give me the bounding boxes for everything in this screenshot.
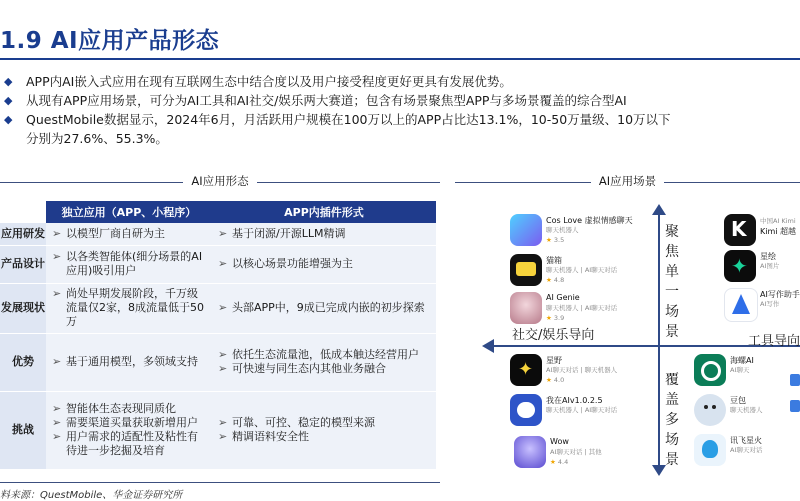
star-icon: ★ [550, 458, 556, 466]
arrow-icon: ➢ [52, 402, 62, 415]
col-header-plugin: APP内插件形式 [212, 201, 436, 223]
app-maoxiang-icon [510, 254, 542, 286]
app-doubao-icon [694, 394, 726, 426]
arrow-icon: ➢ [218, 226, 228, 240]
app-xunfei-xinghuo-icon [694, 434, 726, 466]
right-panel-heading: AI应用场景 [455, 173, 800, 189]
arrow-icon: ➢ [52, 250, 62, 263]
tag-badge-icon [790, 400, 800, 412]
comparison-table [0, 201, 436, 470]
diamond-icon: ◆ [4, 94, 13, 107]
arrow-left-icon [482, 339, 494, 353]
bullet-item: ◆ 从现有APP应用场景，可分为AI工具和AI社交/娱乐两大赛道；包含有场景聚焦型APP与多场景覆盖的综合型AI [4, 93, 627, 108]
diamond-icon: ◆ [4, 113, 13, 126]
arrow-icon: ➢ [52, 226, 62, 240]
arrow-icon: ➢ [52, 355, 62, 368]
left-panel-heading: AI应用形态 [0, 173, 440, 189]
bullet-list [0, 72, 800, 148]
axis-label-bottom: 覆盖多场景 [665, 372, 679, 468]
arrow-icon: ➢ [218, 301, 228, 314]
bullet-item: ◆ APP内AI嵌入式应用在现有互联网生态中结合度以及用户接受程度更好更具有发展优势。 [4, 74, 512, 89]
table-row: 优势 ➢ 基于通用模型，多领域支持 ➢ 依托生态流量池，低成本触达经营用户 ➢ 可快速与同生态内其他业务融合 [0, 333, 436, 391]
source-divider [0, 482, 440, 483]
axis-label-left: 社交/娱乐导向 [512, 328, 595, 343]
app-xingye-icon: ✦ [510, 354, 542, 386]
table-row: 应用研发 ➢ 以模型厂商自研为主 ➢ 基于闭源/开源LLM精调 [0, 223, 436, 245]
app-cos-love-icon [510, 214, 542, 246]
table-row: 挑战 ➢ 智能体生态表现同质化 ➢ 需要渠道买量获取新增用户 ➢ 用户需求的适配性及粘性有待进一步挖掘及培育 ➢ 可靠、可控、稳定的模型来源 ➢ 精调语料安全性 [0, 391, 436, 469]
diamond-icon: ◆ [4, 75, 13, 88]
arrow-icon: ➢ [218, 430, 228, 443]
row-label: 应用研发 [0, 223, 46, 245]
bullet-item: ◆ QuestMobile数据显示，2024年6月，月活跃用户规模在100万以上的APP占比达13.1%，10-50万量级、10万以下 [4, 112, 671, 127]
star-icon: ★ [546, 314, 552, 322]
page-title: 1.9 AI应用产品形态 [0, 28, 220, 54]
arrow-icon: ➢ [52, 430, 62, 443]
row-label: 发展现状 [0, 283, 46, 333]
row-label: 挑战 [0, 391, 46, 469]
col-header-standalone: 独立应用（APP、小程序） [46, 201, 212, 223]
arrow-up-icon [652, 204, 666, 215]
app-ai-genie-icon [510, 292, 542, 324]
arrow-icon: ➢ [218, 416, 228, 429]
star-icon: ★ [546, 236, 552, 244]
vertical-axis [658, 212, 660, 468]
arrow-icon: ➢ [218, 362, 228, 375]
axis-label-right: 工具导向 [748, 334, 800, 349]
app-hailuo-icon [694, 354, 726, 386]
arrow-icon: ➢ [52, 287, 62, 300]
arrow-icon: ➢ [52, 416, 62, 429]
table-header-row [0, 201, 436, 223]
table-row: 发展现状 ➢ 尚处早期发展阶段，千万级流量仅2家，8成流量低于50万 ➢ 头部APP中，9成已完成内嵌的初步探索 [0, 283, 436, 333]
row-label: 优势 [0, 333, 46, 391]
arrow-icon: ➢ [218, 257, 228, 270]
table-row: 产品设计 ➢ 以各类智能体(细分场景的AI应用)吸引用户 ➢ 以核心场景功能增强为主 [0, 245, 436, 283]
arrow-icon: ➢ [218, 348, 228, 361]
bullet-continuation: 分别为27.6%、55.3%。 [26, 131, 168, 146]
app-xinghui-icon: ✦ [724, 250, 756, 282]
source-note: 料来源：QuestMobile、华金证券研究所 [0, 490, 183, 501]
axis-label-top: 聚焦单一场景 [665, 224, 679, 340]
tag-badge-icon [790, 374, 800, 386]
title-divider [0, 58, 800, 60]
row-label: 产品设计 [0, 245, 46, 283]
star-icon: ★ [546, 276, 552, 284]
star-icon: ★ [546, 376, 552, 384]
app-kimi-icon: K [724, 214, 756, 246]
app-wozai-ai-icon [510, 394, 542, 426]
app-wow-icon [514, 436, 546, 468]
app-ai-writing-icon [724, 288, 758, 322]
